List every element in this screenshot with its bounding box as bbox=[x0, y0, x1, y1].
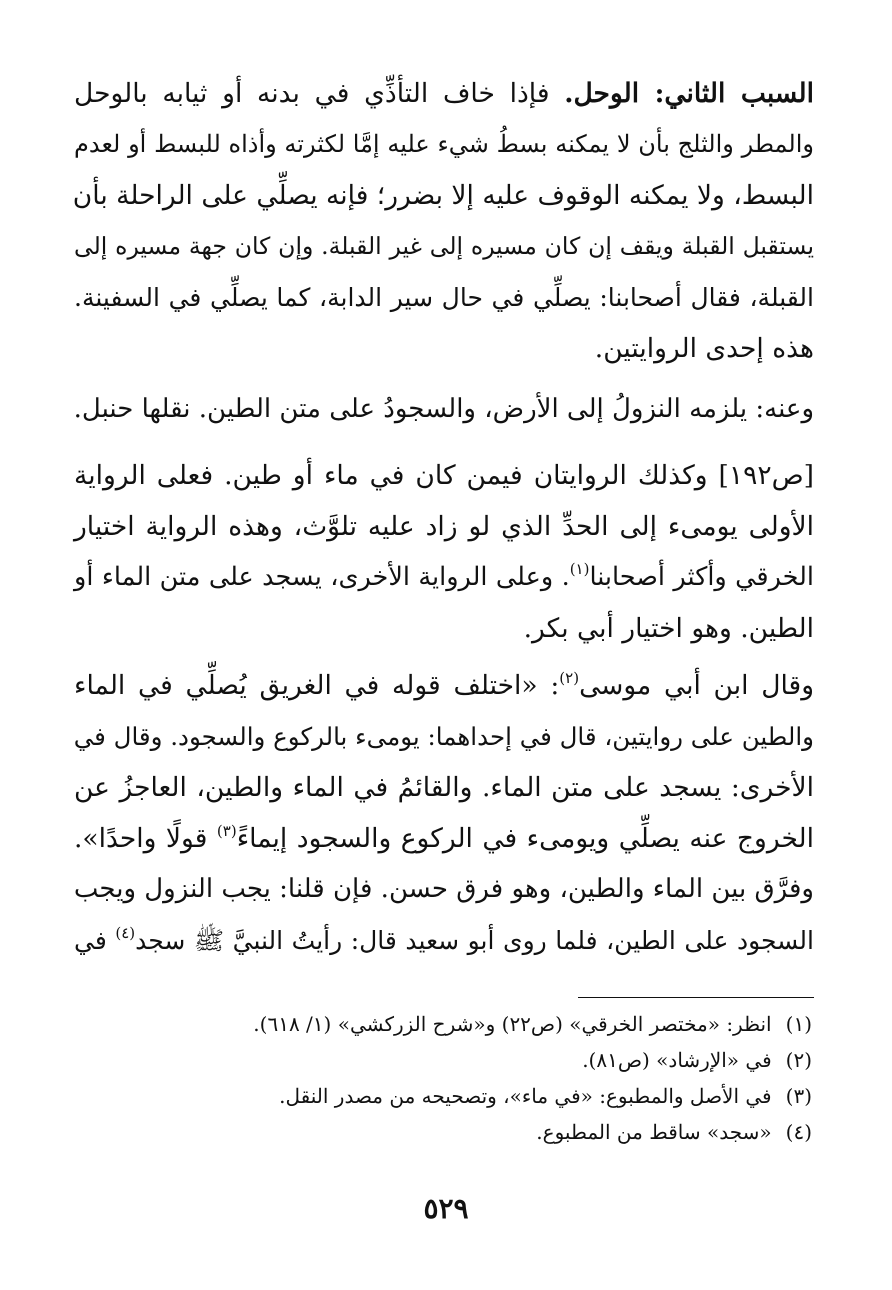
footnote-number: (١) bbox=[785, 1012, 812, 1036]
text-line: الطين. وهو اختيار أبي بكر. bbox=[523, 613, 814, 644]
text-line bbox=[74, 68, 814, 119]
text-line: وعنه: يلزمه النزولُ إلى الأرض، والسجودُ على متن الطين. نقلها حنبل. bbox=[73, 394, 814, 424]
text-line bbox=[74, 660, 814, 711]
footnote-item bbox=[72, 1114, 812, 1150]
text-line: وفرَّق بين الماء والطين، وهو فرق حسن. فإن قلنا: يجب النزول ويجب bbox=[73, 874, 814, 904]
text-run: الخرقي وأكثر أصحابنا bbox=[589, 562, 815, 592]
text-run: : «اختلف قوله في الغريق يُصلِّي في الماء bbox=[74, 670, 560, 701]
text-line: [ص١٩٢] وكذلك الروايتان فيمن كان في ماء أو طين. فعلى الرواية bbox=[74, 460, 814, 491]
text-line: والطين على روايتين، قال في إحداهما: يومىء بالركوع والسجود. وقال في bbox=[73, 722, 814, 751]
footnote-marker: (٤) bbox=[115, 924, 136, 942]
footnote-number: (٢) bbox=[785, 1048, 812, 1072]
text-run: . وعلى الرواية الأخرى، يسجد على متن الماء أو bbox=[74, 562, 570, 592]
text-run: السجود على الطين، فلما روى أبو سعيد قال: رأيتُ النبيَّ ﷺ سجد bbox=[135, 926, 814, 955]
text-line: يستقبل القبلة ويقف إن كان مسيره إلى غير القبلة. وإن كان جهة مسيره إلى bbox=[74, 232, 814, 260]
footnote-number: (٣) bbox=[785, 1084, 812, 1108]
text-line: القبلة، فقال أصحابنا: يصلِّي في حال سير الدابة، كما يصلِّي في السفينة. bbox=[74, 283, 814, 312]
footnote-separator bbox=[578, 997, 814, 998]
text-run: في bbox=[74, 926, 116, 955]
text-line: هذه إحدى الروايتين. bbox=[594, 333, 814, 364]
text-line: الأخرى: يسجد على متن الماء. والقائمُ في الماء والطين، العاجزُ عن bbox=[74, 772, 814, 803]
footnote-marker: (٢) bbox=[559, 669, 580, 687]
text-line bbox=[74, 552, 814, 603]
page-number: ٥٢٩ bbox=[423, 1192, 469, 1225]
text-line: الأولى يومىء إلى الحدِّ الذي لو زاد عليه تلوَّث، وهذه الرواية اختيار bbox=[74, 511, 814, 542]
footnote-marker: (١) bbox=[569, 560, 590, 578]
text-line: البسط، ولا يمكنه الوقوف عليه إلا بضرر؛ فإنه يصلِّي على الراحلة بأن bbox=[72, 180, 814, 211]
text-line: والمطر والثلج بأن لا يمكنه بسطُ شيء عليه إمَّا لكثرته وأذاه للبسط أو لعدم bbox=[74, 130, 814, 158]
paragraph-hanbal-narration bbox=[74, 384, 814, 435]
footnote-item bbox=[72, 1078, 812, 1114]
footnote-marker: (٣) bbox=[216, 822, 237, 840]
paragraph-ibn-abi-musa bbox=[74, 660, 814, 966]
text-run: الخروج عنه يصلِّي ويومىء في الركوع والسجود إيماءً bbox=[236, 823, 814, 854]
paragraph-water-mud bbox=[74, 450, 814, 654]
footnote-text: في «الإرشاد» (ص٨١). bbox=[582, 1048, 772, 1072]
text-line bbox=[74, 915, 814, 966]
text-run: قولًا واحدًا». bbox=[74, 823, 217, 854]
paragraph-mud-reason bbox=[74, 68, 814, 374]
footnote-text: انظر: «مختصر الخرقي» (ص٢٢) و«شرح الزركشي» (١/ ٦١٨). bbox=[253, 1012, 772, 1036]
section-heading: السبب الثاني: الوحل. bbox=[564, 78, 814, 109]
footnote-item bbox=[72, 1042, 812, 1078]
footnote-text: «سجد» ساقط من المطبوع. bbox=[536, 1120, 772, 1144]
text-run: وقال ابن أبي موسى bbox=[579, 670, 814, 701]
footnote-text: في الأصل والمطبوع: «في ماء»، وتصحيحه من مصدر النقل. bbox=[279, 1084, 772, 1108]
text-line bbox=[74, 813, 814, 864]
footnote-number: (٤) bbox=[785, 1120, 812, 1144]
text-run: فإذا خاف التأذِّي في بدنه أو ثيابه بالوحل bbox=[74, 78, 550, 109]
footnotes bbox=[72, 1006, 812, 1150]
footnote-item bbox=[72, 1006, 812, 1042]
